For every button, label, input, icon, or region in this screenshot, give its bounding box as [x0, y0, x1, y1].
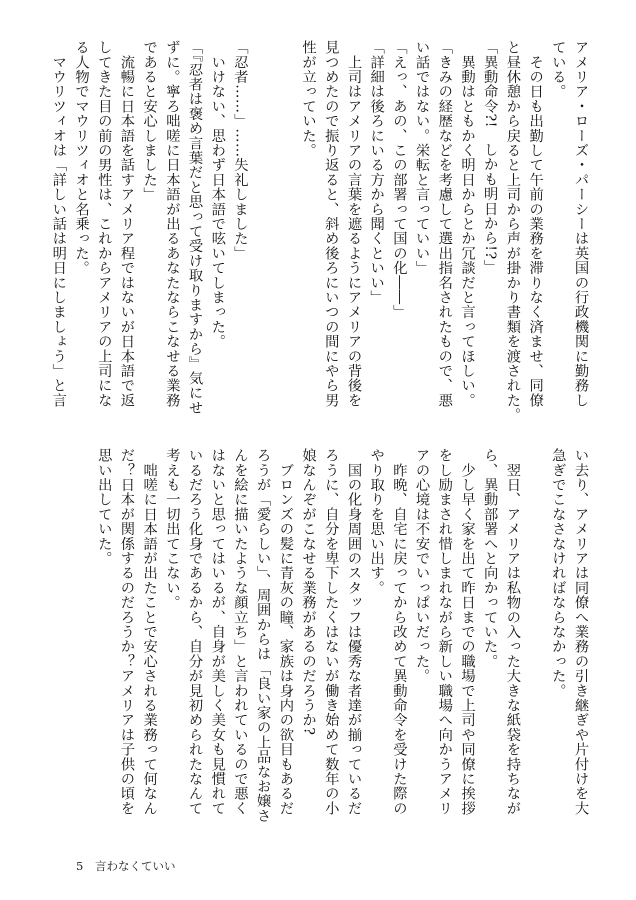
- text-line: をし励まされ惜しまれながら新しい職場へ向かうアメリ: [436, 448, 453, 816]
- text-line: 「忍者……」……失礼しました」: [232, 40, 249, 261]
- text-line: はないと思ってはいるが、自身が美しく美女も見慣れて: [209, 448, 226, 816]
- text-line: 見つめたので振り返ると、斜め後ろにいつの間にやら男: [323, 40, 340, 408]
- text-line: その日も出勤して午前の業務を滞りなく済ませ、同僚: [527, 40, 544, 408]
- text-line: アの心境は不安でいっぱいだった。: [414, 448, 431, 684]
- text-line: 思い出していた。: [96, 448, 113, 566]
- text-line: 流暢に日本語を話すアメリア程ではないが日本語で返: [118, 40, 135, 408]
- text-line: 異動はともかく明日からとか冗談だと言ってほしい。: [459, 40, 476, 408]
- text-line: 急ぎでこなさなければならなかった。: [550, 448, 567, 698]
- text-line: [251, 40, 274, 420]
- text-line: と昼休憩から戻ると上司から声が掛かり書類を渡された。: [504, 40, 521, 423]
- text-line: ずに。寧ろ咄嗟に日本語が出るあなたならこなせる業務: [164, 40, 181, 408]
- bottom-text-block: [93, 448, 592, 828]
- text-line: マウリツィオは「詳しい話は明日にしましょう」と言: [50, 40, 67, 408]
- text-line: 性が立っていた。: [300, 40, 317, 158]
- text-line: ブロンズの髪に青灰の瞳、家族は身内の欲目もあるだ: [277, 448, 294, 816]
- text-line: 少し早く家を出て昨日までの職場で上司や同僚に挨拶: [459, 448, 476, 816]
- text-line: る人物でマウリツィオと名乗った。: [73, 40, 90, 276]
- text-line: 咄嗟に日本語が出たことで安心される業務って何なん: [141, 448, 158, 816]
- text-line: やり取りを思い出す。: [368, 448, 385, 595]
- text-line: してきた目の前の男性は、これからアメリアの上司にな: [96, 40, 113, 408]
- text-line: いけない、思わず日本語で呟いてしまった。: [209, 40, 226, 349]
- page-number: 5: [76, 859, 84, 873]
- text-line: ろうが「愛らしい」、周囲からは「良い家の上品なお嬢さ: [255, 448, 272, 824]
- text-line: 「異動命令?! しかも明日から!?」: [482, 40, 499, 275]
- text-line: 上司はアメリアの言葉を遮るようにアメリアの背後を: [345, 40, 362, 408]
- text-line: い話ではない。栄転と言っていい」: [414, 40, 431, 276]
- text-line: であると安心しました」: [141, 40, 158, 202]
- text-line: 昨晩、自宅に戻ってから改めて異動命令を受けた際の: [391, 448, 408, 816]
- text-line: 国の化身周囲のスタッフは優秀な者達が揃っているだ: [345, 448, 362, 816]
- text-line: ろうに、自分を卑下したくはないが働き始めて数年の小: [323, 448, 340, 816]
- text-line: だ？日本が関係するのだろうか？アメリアは子供の頃を: [118, 448, 135, 816]
- text-line: [524, 448, 547, 828]
- text-line: んを絵に描いたような顔立ち」と言われているので悪く: [232, 448, 249, 816]
- text-line: ている。: [550, 40, 567, 99]
- text-line: 「詳細は後ろにいる方から聞くといい」: [368, 40, 385, 305]
- text-line: 「えっ、あの、この部署って国の化――」: [391, 40, 408, 320]
- text-line: アメリア・ローズ・パーシーは英国の行政機関に勤務し: [573, 40, 589, 408]
- text-line: いるだろう化身であるから、自分が見初められたなんて: [187, 448, 204, 816]
- text-line: 「『忍者は褒め言葉だと思って受け取りますから』気にせ: [187, 40, 204, 416]
- text-line: [274, 40, 297, 420]
- page-footer: [76, 858, 183, 874]
- text-line: い去り、アメリアは同僚へ業務の引き継ぎや片付けを大: [573, 448, 589, 816]
- text-line: 「きみの経歴などを考慮して選出指名されたもので、悪: [436, 40, 453, 408]
- running-title: 言わなくていい: [94, 859, 176, 873]
- text-line: 翌日、アメリアは私物の入った大きな紙袋を持ちなが: [504, 448, 521, 816]
- text-line: 娘なんぞがこなせる業務があるのだろうか?: [300, 448, 317, 736]
- top-text-block: [47, 40, 592, 423]
- text-line: 考えも一切出てこない。: [164, 448, 181, 610]
- text-line: ら、異動部署へと向かっていた。: [482, 448, 499, 669]
